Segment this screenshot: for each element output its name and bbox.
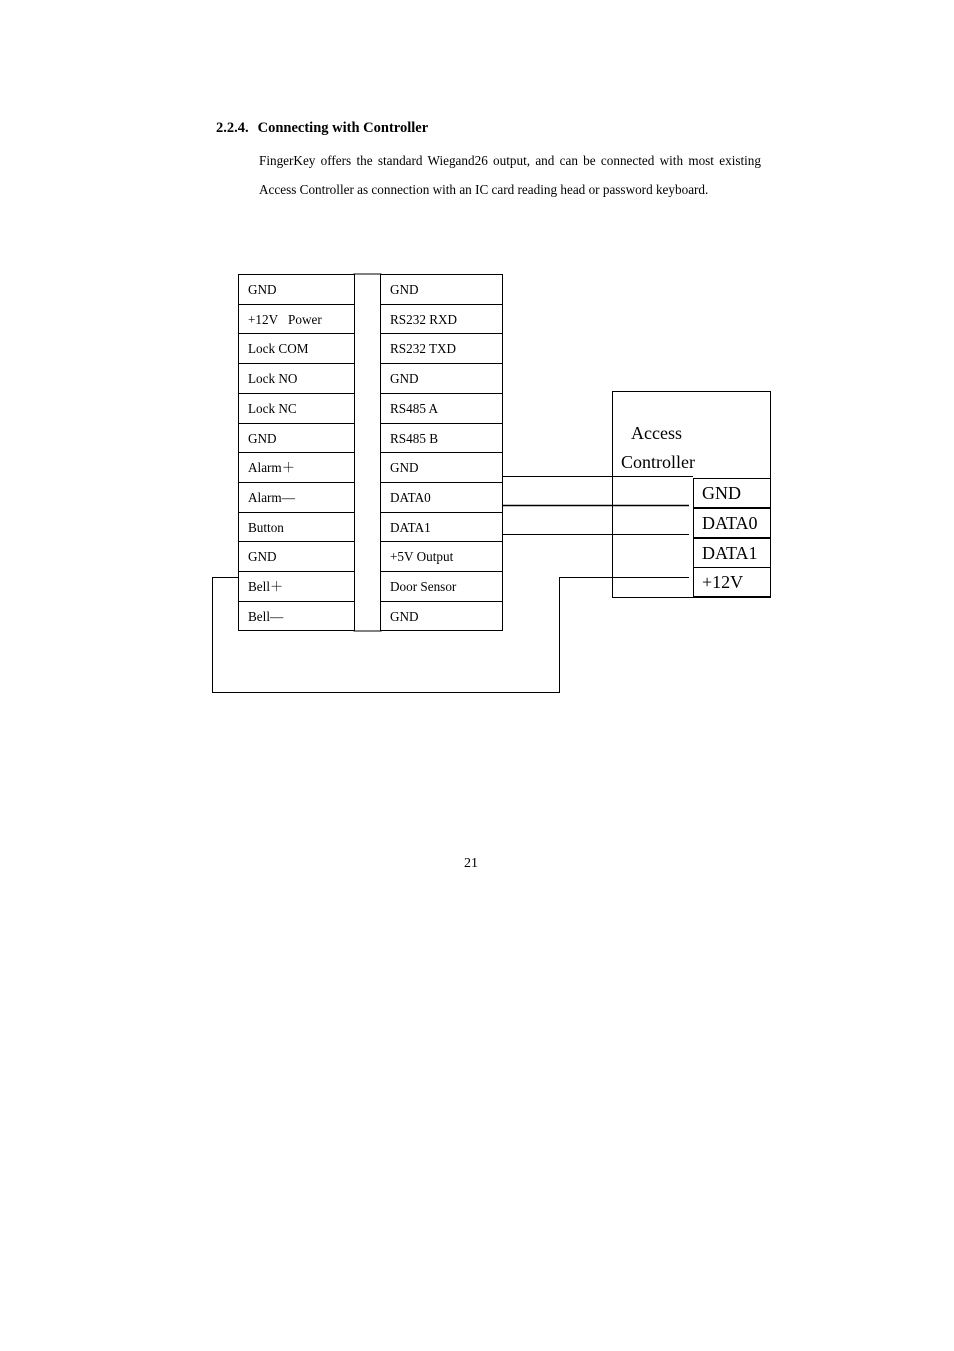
section-number: 2.2.4. (216, 120, 249, 136)
right-terminal-9: +5V Output (380, 541, 503, 572)
left-terminal-3: Lock NO (238, 363, 355, 394)
left-terminal-7: Alarm— (238, 482, 355, 513)
left-terminal-11: Bell— (238, 601, 355, 631)
controller-terminal-3: +12V (693, 567, 771, 597)
right-terminal-11: GND (380, 601, 503, 631)
section-title: Connecting with Controller (257, 120, 429, 136)
terminal-center-strip (354, 274, 381, 631)
right-terminal-5: RS485 B (380, 423, 503, 453)
right-terminal-0: GND (380, 274, 503, 305)
left-terminal-8: Button (238, 512, 355, 542)
right-terminal-10: Door Sensor (380, 571, 503, 602)
left-terminal-0: GND (238, 274, 355, 305)
left-terminal-1: +12V Power (238, 304, 355, 334)
controller-terminal-0: GND (693, 478, 771, 508)
left-terminal-6: Alarm＋ (238, 452, 355, 483)
left-terminal-9: GND (238, 541, 355, 572)
right-terminal-1: RS232 RXD (380, 304, 503, 334)
section-body: FingerKey offers the standard Wiegand26 output, and can be connected with most existing Access Controller as connection with an IC card reading head or password keyboard. (259, 153, 761, 197)
controller-title-line1: Access (631, 423, 682, 443)
right-terminal-6: GND (380, 452, 503, 483)
page-number: 21 (464, 856, 478, 871)
right-terminal-8: DATA1 (380, 512, 503, 542)
left-terminal-2: Lock COM (238, 333, 355, 364)
right-terminal-3: GND (380, 363, 503, 394)
controller-terminal-1: DATA0 (693, 508, 771, 538)
left-terminal-4: Lock NC (238, 393, 355, 424)
right-terminal-4: RS485 A (380, 393, 503, 424)
controller-title-line2: Controller (621, 452, 695, 472)
left-terminal-5: GND (238, 423, 355, 453)
controller-terminal-2: DATA1 (693, 538, 771, 568)
left-terminal-10: Bell＋ (238, 571, 355, 602)
right-terminal-2: RS232 TXD (380, 333, 503, 364)
right-terminal-7: DATA0 (380, 482, 503, 513)
